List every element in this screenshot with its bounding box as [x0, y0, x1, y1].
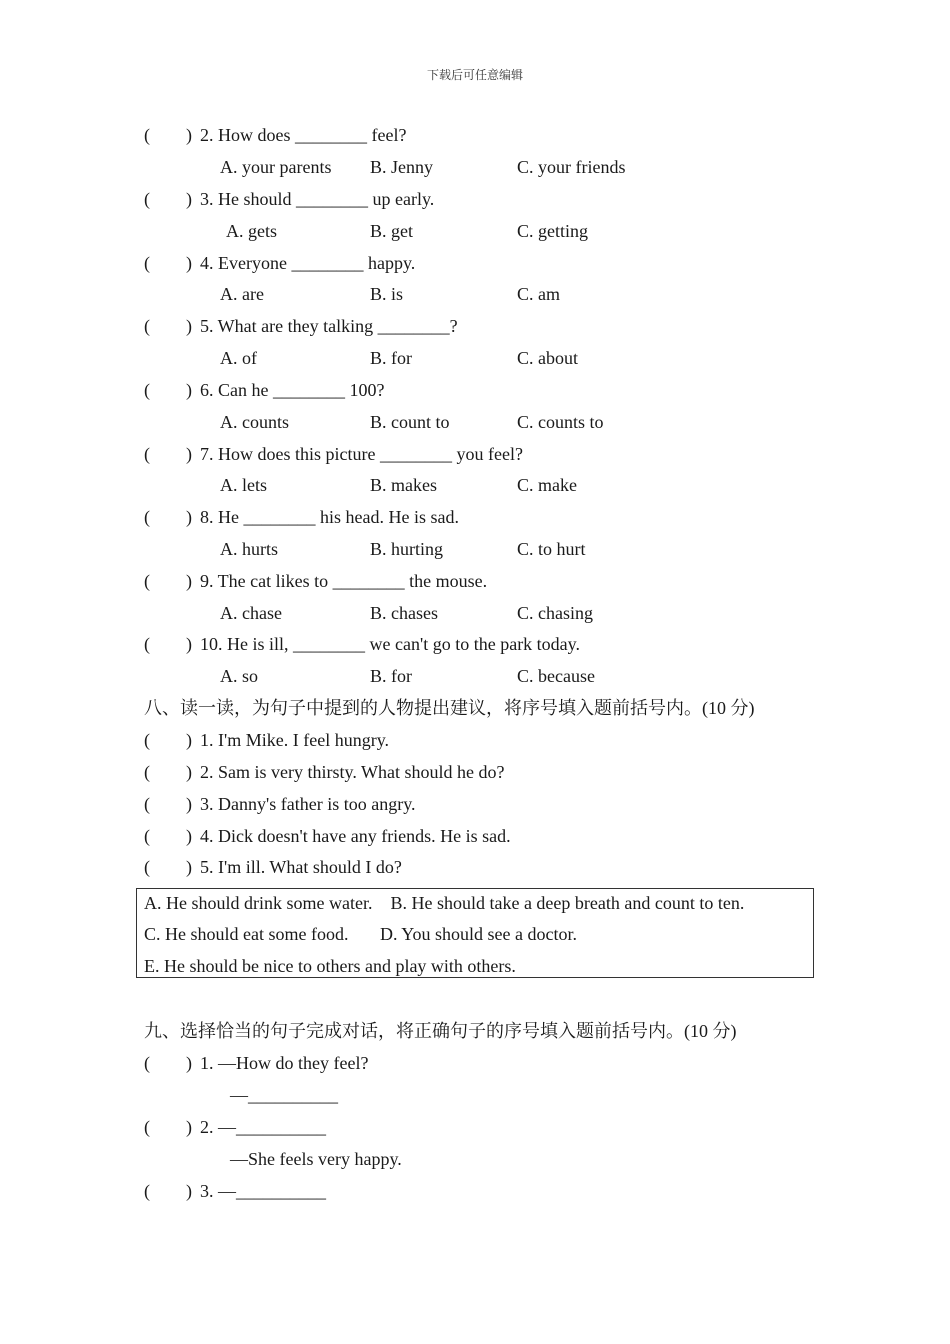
- option-a: A. chase: [220, 603, 282, 623]
- answer-bracket[interactable]: ( ): [144, 730, 192, 750]
- dialogue-line: 1. —How do they feel?: [200, 1053, 369, 1073]
- question-text: 4. Everyone ________ happy.: [200, 253, 416, 273]
- answer-bracket[interactable]: ( ): [144, 857, 192, 877]
- option-a: A. are: [220, 284, 264, 304]
- question-text: 9. The cat likes to ________ the mouse.: [200, 571, 488, 591]
- answer-bracket[interactable]: ( ): [144, 1181, 192, 1201]
- answer-bracket[interactable]: ( ): [144, 794, 192, 814]
- option-c: C. am: [517, 284, 560, 304]
- item-text: 5. I'm ill. What should I do?: [200, 857, 402, 877]
- answer-bracket[interactable]: ( ): [144, 571, 192, 591]
- option-b: B. is: [370, 284, 404, 304]
- option-b: B. count to: [370, 412, 450, 432]
- option-b: B. chases: [370, 603, 438, 623]
- answer-bracket[interactable]: ( ): [144, 762, 192, 782]
- option-c: C. chasing: [517, 603, 593, 623]
- option-c: C. make: [517, 475, 577, 495]
- question-text: 3. He should ________ up early.: [200, 189, 435, 209]
- question-text: 5. What are they talking ________?: [200, 316, 458, 336]
- item-text: 3. Danny's father is too angry.: [200, 794, 416, 814]
- option-a: A. your parents: [220, 157, 332, 177]
- option-a: A. hurts: [220, 539, 278, 559]
- answer-bracket[interactable]: ( ): [144, 1053, 192, 1073]
- dialogue-reply: —__________: [230, 1085, 338, 1105]
- option-a: A. gets: [226, 221, 277, 241]
- answer-bracket[interactable]: ( ): [144, 507, 192, 527]
- option-a: A. so: [220, 666, 259, 686]
- answer-bracket[interactable]: ( ): [144, 634, 192, 654]
- dialogue-line: 2. —__________: [200, 1117, 326, 1137]
- answer-bracket[interactable]: ( ): [144, 189, 192, 209]
- question-text: 6. Can he ________ 100?: [200, 380, 385, 400]
- answer-bracket[interactable]: ( ): [144, 826, 192, 846]
- page-header: 下载后可任意编辑: [426, 68, 523, 82]
- option-a: A. counts: [220, 412, 289, 432]
- option-a: A. of: [220, 348, 257, 368]
- options-box: [136, 888, 814, 978]
- answer-bracket[interactable]: ( ): [144, 253, 192, 273]
- option-b: B. for: [370, 666, 412, 686]
- option-b: B. hurting: [370, 539, 444, 559]
- dialogue-line: 3. —__________: [200, 1181, 326, 1201]
- options-line-2: C. He should eat some food. D. You should see a doctor.: [144, 924, 577, 944]
- answer-bracket[interactable]: ( ): [144, 125, 192, 145]
- option-b: B. makes: [370, 475, 437, 495]
- option-c: C. getting: [517, 221, 588, 241]
- item-text: 4. Dick doesn't have any friends. He is sad.: [200, 826, 511, 846]
- option-b: B. get: [370, 221, 413, 241]
- question-text: 2. How does ________ feel?: [200, 125, 407, 145]
- answer-bracket[interactable]: ( ): [144, 1117, 192, 1137]
- section-8-title: 八、读一读，为句子中提到的人物提出建议，将序号填入题前括号内。(10 分): [144, 698, 755, 718]
- option-b: B. for: [370, 348, 412, 368]
- question-text: 7. How does this picture ________ you feel?: [200, 444, 523, 464]
- option-a: A. lets: [220, 475, 267, 495]
- dialogue-reply: —She feels very happy.: [230, 1149, 402, 1169]
- item-text: 2. Sam is very thirsty. What should he do?: [200, 762, 505, 782]
- section-9-title: 九、选择恰当的句子完成对话，将正确句子的序号填入题前括号内。(10 分): [144, 1021, 737, 1041]
- answer-bracket[interactable]: ( ): [144, 444, 192, 464]
- option-c: C. about: [517, 348, 578, 368]
- option-c: C. your friends: [517, 157, 626, 177]
- item-text: 1. I'm Mike. I feel hungry.: [200, 730, 390, 750]
- options-line-3: E. He should be nice to others and play with others.: [144, 956, 516, 976]
- answer-bracket[interactable]: ( ): [144, 316, 192, 336]
- question-text: 10. He is ill, ________ we can't go to the park today.: [200, 634, 581, 654]
- options-line-1: A. He should drink some water. B. He should take a deep breath and count to ten.: [144, 893, 745, 913]
- question-text: 8. He ________ his head. He is sad.: [200, 507, 459, 527]
- option-c: C. to hurt: [517, 539, 586, 559]
- option-c: C. because: [517, 666, 595, 686]
- answer-bracket[interactable]: ( ): [144, 380, 192, 400]
- option-c: C. counts to: [517, 412, 604, 432]
- option-b: B. Jenny: [370, 157, 433, 177]
